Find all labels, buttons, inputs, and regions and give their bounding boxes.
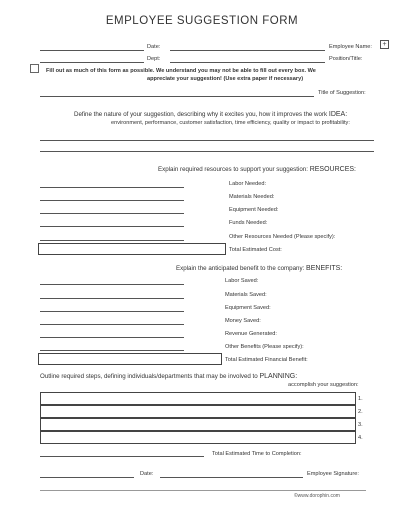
step-4-box[interactable]: [40, 431, 356, 444]
total-time-line[interactable]: [40, 456, 204, 457]
position-title-line[interactable]: [170, 62, 325, 63]
signature-line[interactable]: [160, 477, 303, 478]
equipment-needed-line[interactable]: [40, 213, 184, 214]
money-saved-label: Money Saved:: [225, 318, 261, 324]
idea-line-1[interactable]: [40, 140, 374, 141]
resources-intro: Explain required resources to support your suggestion:: [158, 166, 308, 173]
expand-icon[interactable]: +: [380, 40, 389, 49]
step-2-label: 2.: [358, 409, 363, 415]
revenue-generated-label: Revenue Generated:: [225, 331, 277, 337]
materials-needed-label: Materials Needed:: [229, 194, 275, 200]
date-line[interactable]: [40, 50, 144, 51]
revenue-generated-line[interactable]: [40, 337, 184, 338]
labor-needed-line[interactable]: [40, 187, 184, 188]
labor-needed-label: Labor Needed:: [229, 181, 267, 187]
suggestion-title-label: Title of Suggestion:: [318, 90, 366, 96]
total-benefit-label: Total Estimated Financial Benefit:: [225, 357, 308, 363]
funds-needed-label: Funds Needed:: [229, 220, 268, 226]
instructions-line-2: appreciate your suggestion! (Use extra paper if necessary): [147, 76, 304, 82]
step-4-label: 4.: [358, 435, 363, 441]
signature-label: Employee Signature:: [307, 471, 359, 477]
planning-text-1: Outline required steps, defining individuals/departments that may be involved to: [40, 373, 258, 380]
total-cost-box[interactable]: [38, 243, 226, 255]
labor-saved-label: Labor Saved:: [225, 278, 259, 284]
funds-needed-line[interactable]: [40, 226, 184, 227]
total-time-label: Total Estimated Time to Completion:: [212, 451, 302, 457]
signature-date-line[interactable]: [40, 477, 134, 478]
suggestion-title-line[interactable]: [40, 96, 314, 97]
idea-text-1: [74, 111, 347, 118]
equipment-saved-label: Equipment Saved:: [225, 305, 271, 311]
footer-source: ©www.dorophin.com: [294, 493, 340, 499]
step-1-box[interactable]: [40, 392, 356, 405]
step-3-label: 3.: [358, 422, 363, 428]
benefits-intro: Explain the anticipated benefit to the company:: [176, 265, 305, 272]
idea-heading: IDEA:: [328, 111, 348, 118]
step-3-box[interactable]: [40, 418, 356, 431]
equipment-needed-label: Equipment Needed:: [229, 207, 279, 213]
idea-body-1: Define the nature of your suggestion, describing why it excites you, how it improves the work: [74, 111, 328, 118]
employee-name-line[interactable]: [170, 50, 325, 51]
materials-saved-line[interactable]: [40, 298, 184, 299]
benefits-heading-row: [176, 265, 342, 272]
other-benefits-label: Other Benefits (Please specify):: [225, 344, 304, 350]
date-label: Date:: [147, 44, 161, 50]
labor-saved-line[interactable]: [40, 284, 184, 285]
other-resources-line[interactable]: [40, 240, 184, 241]
money-saved-line[interactable]: [40, 324, 184, 325]
signature-date-label: Date:: [140, 471, 154, 477]
dept-line[interactable]: [40, 62, 144, 63]
idea-line-2[interactable]: [40, 151, 374, 152]
resources-heading-row: [158, 166, 356, 173]
planning-heading: PLANNING:: [259, 373, 298, 380]
footer-divider: [40, 490, 366, 491]
other-resources-label: Other Resources Needed (Please specify):: [229, 234, 336, 240]
empty-checkbox-icon[interactable]: [30, 64, 39, 73]
step-2-box[interactable]: [40, 405, 356, 418]
step-1-label: 1.: [358, 396, 363, 402]
resources-heading: RESOURCES:: [309, 166, 356, 173]
equipment-saved-line[interactable]: [40, 311, 184, 312]
instructions-line-1: Fill out as much of this form as possible. We understand you may not be able to fill out every box. We: [46, 68, 316, 74]
employee-name-label: Employee Name:: [329, 44, 372, 50]
materials-needed-line[interactable]: [40, 200, 184, 201]
form-title: EMPLOYEE SUGGESTION FORM: [105, 15, 299, 27]
dept-label: Dept:: [147, 56, 161, 62]
idea-text-2: environment, performance, customer satisfaction, time efficiency, quality or impact to profitability:: [111, 120, 350, 126]
planning-text-2: accomplish your suggestion:: [288, 382, 359, 388]
total-cost-label: Total Estimated Cost:: [229, 247, 282, 253]
position-title-label: Position/Title:: [329, 56, 363, 62]
other-benefits-line[interactable]: [40, 350, 184, 351]
materials-saved-label: Materials Saved:: [225, 292, 267, 298]
total-benefit-box[interactable]: [38, 353, 222, 365]
benefits-heading: BENEFITS:: [306, 265, 343, 272]
planning-heading-row: [40, 373, 297, 380]
